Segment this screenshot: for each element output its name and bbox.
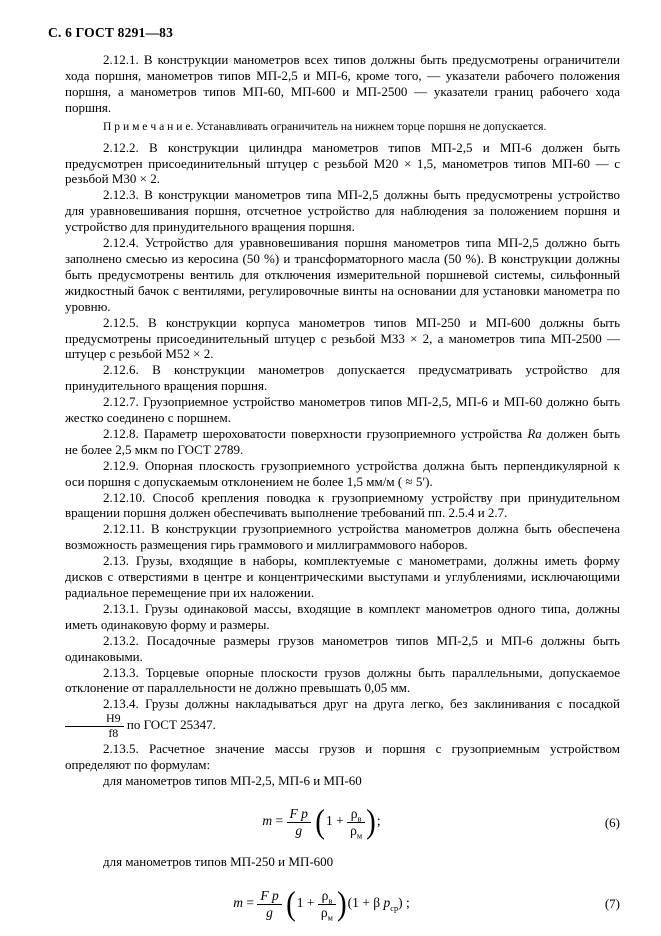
subscript: м [356,831,363,841]
fraction-numerator: H9 [65,712,124,727]
big-paren: ) [336,885,347,923]
fraction-numerator: F p [287,806,311,823]
para-2-12-10: 2.12.10. Способ крепления поводка к грузоприемному устройству при принудительном вращении поршня должен обеспечивать выполнение требований пп. 2.5.4 и 2.7. [65,489,620,521]
para-2-12-4: 2.12.4. Устройство для уравновешивания поршня манометров типа МП-2,5 должно быть заполнено смесью из керосина (50 %) и трансформаторного масла (50 %). В конструкции должны быть предусмотрены вентиль для отключения измерительной поршневой системы, сильфонный жидкостный бачок с вентилями, регулировочные винты на основании для установки манометра по уровню. [65,235,620,314]
para-2-12-1: 2.12.1. В конструкции манометров всех типов должны быть предусмотрены ограничители хода поршня, манометров типов МП-2,5 и МП-6, кроме того, — указатели рабочего положения поршня, а манометров типов МП-60, МП-600 и МП-2500 — указатели границ рабочего хода поршня. [65,52,620,115]
fraction-numerator: $\rho_в$ [347,806,365,823]
variable: p [383,895,391,911]
formula-number: (6) [604,814,620,830]
fraction-numerator: $\rho_в$ [318,888,336,905]
subscript: в [328,897,333,907]
fraction [318,888,336,923]
big-paren: ( [286,885,296,923]
note-2-12-1: П р и м е ч а н и е. Устанавливать ограничитель на нижнем торце поршня не допускается. [103,119,547,133]
variable: Ra [527,425,542,441]
para-2-13-3: 2.13.3. Торцевые опорные плоскости грузов должны быть параллельными, допускаемое отклонение от параллельности не должно превышать 0,05 мм. [65,664,620,696]
fraction-denominator: $\rho_м$ [350,822,363,841]
fraction-denominator: g [266,904,273,920]
variable: m [233,895,243,911]
document-body [65,52,620,936]
para-2-12-9: 2.12.9. Опорная плоскость грузоприемного устройства должна быть перпендикулярной к оси поршня с допускаемым отклонением не более 1,5 мм/м ( ≈ 5′). [65,457,620,489]
fraction-denominator: f8 [108,725,119,740]
formula-intro-2: для манометров типов МП-250 и МП-600 [103,854,334,870]
para-2-13-1: 2.13.1. Грузы одинаковой массы, входящие в комплект манометров одного типа, должны иметь одинаковую форму и размеры. [65,600,620,632]
fraction-denominator: g [295,822,303,838]
para-2-13-5: 2.13.5. Расчетное значение массы грузов и поршня с грузоприемным устройством определяют по формулам: [65,740,620,772]
para-2-12-6: 2.12.6. В конструкции манометров допускается предусматривать устройство для принудительного вращения поршня. [65,362,620,394]
formula-6 [65,803,620,841]
fraction-numerator: F p [257,888,281,905]
para-2-12-2: 2.12.2. В конструкции цилиндра манометров типов МП-2,5 и МП-6 должен быть предусмотрен присоединительный штуцер с резьбой М20 × 1,5, манометров типов МП-60 — с резьбой М30 × 2. [65,139,620,187]
fraction-denominator: $\rho_м$ [320,904,333,923]
subscript: в [357,815,362,825]
subscript: ср [390,904,399,914]
fraction [65,712,124,740]
subscript: м [327,913,333,923]
formula-expression: m = $\frac{\text{F p}}{g}$ (1 + $\frac{\rho_в}{\rho_м}$ ); [262,803,381,841]
para-2-13: 2.13. Грузы, входящие в наборы, комплектуемые с манометрами, должны иметь форму дисков с отверстиями в центре и концентрическими выступами и углублениями, исключающими радиальное перемещение при их наложении. [65,553,620,600]
page-header: С. 6 ГОСТ 8291—83 [48,25,174,40]
para-2-13-4: 2.13.4. Грузы должны накладываться друг на друга легко, без заклинивания с посадкой $\frac{H9}{f8}$ по ГОСТ 25347. [65,696,620,740]
para-2-12-5: 2.12.5. В конструкции корпуса манометров типов МП-250 и МП-600 должны быть предусмотрены присоединительный штуцер с резьбой М33 × 2, а манометров типа МП-2500 — штуцер с резьбой М52 × 2. [65,314,620,362]
fraction [287,806,311,838]
formula-7 [65,885,620,923]
para-2-13-2: 2.13.2. Посадочные размеры грузов манометров типов МП-2,5 и МП-6 должны быть одинаковыми. [65,632,620,664]
fraction [347,806,365,841]
variable: m [262,813,273,829]
para-2-12-8: 2.12.8. Параметр шероховатости поверхности грузоприемного устройства Ra должен быть не более 2,5 мкм по ГОСТ 2789. [65,425,620,457]
para-2-12-11: 2.12.11. В конструкции грузоприемного устройства манометров должна быть обеспечена возможность размещения гирь граммового и миллиграммового наборов. [65,521,620,553]
para-2-12-3: 2.12.3. В конструкции манометров типа МП-2,5 должны быть предусмотрены устройство для уравновешивания поршня, отсчетное устройство для наблюдения за положением поршня и устройство для принудительного вращения поршня. [65,187,620,235]
fraction [257,888,281,920]
big-paren: ( [315,803,325,841]
formula-number: (7) [604,896,620,912]
big-paren: ) [366,803,376,841]
para-2-12-7: 2.12.7. Грузоприемное устройство манометров типов МП-2,5, МП-6 и МП-60 должно быть жестко соединено с поршнем. [65,394,620,426]
formula-intro-1: для манометров типов МП-2,5, МП-6 и МП-60 [103,772,362,788]
formula-expression: m = $\frac{\text{F p}}{g}$ (1 + $\frac{\rho_в}{\rho_м}$ )(1 + β $p_{ср}$) ; [233,885,410,923]
